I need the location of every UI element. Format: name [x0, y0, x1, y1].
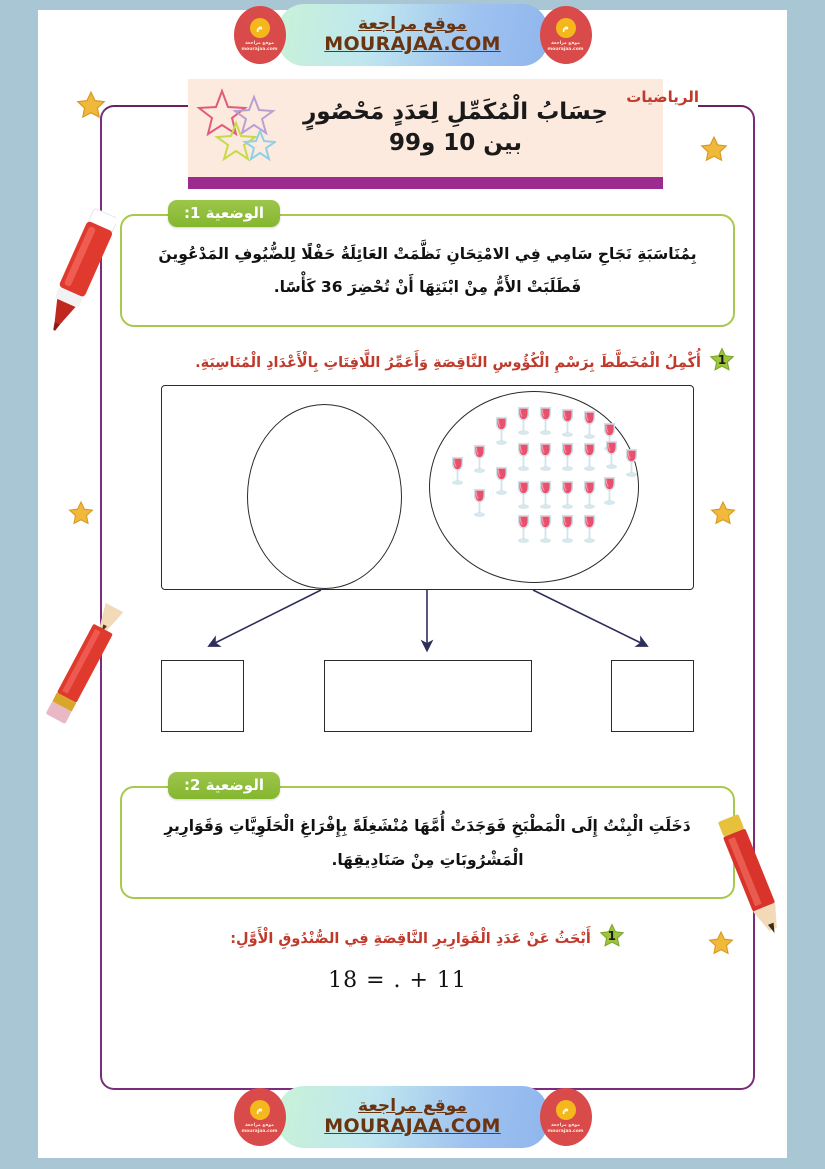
- banner-pill[interactable]: [278, 4, 548, 66]
- mourajaa-logo-icon: [540, 1088, 592, 1146]
- question-2-text: أَبْحَثُ عَنْ عَدَدِ الْقَوَارِيرِ النَّاقِصَةِ فِي الصُّنْدُوقِ الْأَوَّلِ:: [230, 930, 591, 947]
- wine-glass-icon: [537, 442, 554, 472]
- situation-2-badge: الوضعية 2:: [168, 772, 280, 799]
- red-pencil-decoration-left: [44, 590, 124, 740]
- logo-badge: م: [556, 1100, 576, 1120]
- answer-box-right[interactable]: [611, 660, 694, 732]
- question-2-number: 1: [607, 928, 616, 943]
- logo-badge: م: [250, 1100, 270, 1120]
- wine-glass-icon: [449, 456, 466, 486]
- wine-glass-icon: [515, 514, 532, 544]
- wine-glass-icon: [515, 406, 532, 436]
- green-star-bullet-icon: [709, 347, 735, 373]
- wine-glass-icon: [537, 406, 554, 436]
- right-oval-with-glasses: [429, 391, 639, 583]
- page-title: [243, 97, 608, 159]
- wine-glass-icon: [601, 476, 618, 506]
- wine-glass-icon: [515, 480, 532, 510]
- question-1-text: أُكْمِلُ الْمُخَطَّطَ بِرَسْمِ الْكُؤُوسِ النَّاقِصَةِ وَأَعَمِّرُ اللَّافِتَاتِ بِالْأَعْدَادِ الْمُنَاسِبَةِ.: [195, 354, 701, 371]
- gold-star-decoration: [710, 500, 736, 526]
- red-marker-decoration: [46, 200, 116, 340]
- mourajaa-logo-icon: [234, 1088, 286, 1146]
- wine-glass-icon: [493, 466, 510, 496]
- wine-glass-icon: [581, 442, 598, 472]
- diagram-arrows: [161, 590, 694, 658]
- logo-subtext: موقع مراجعة mourajaa.com: [241, 1122, 278, 1134]
- wine-glass-icon: [559, 480, 576, 510]
- banner-english-text: MOURAJAA.COM: [324, 33, 501, 56]
- situation-1-box: [120, 214, 735, 327]
- banner-arabic-text: موقع مراجعة: [358, 1095, 467, 1116]
- wine-glass-icon: [581, 480, 598, 510]
- banner-pill[interactable]: [278, 1086, 548, 1148]
- glass-cluster: [430, 392, 638, 582]
- banner-arabic-text: موقع مراجعة: [358, 13, 467, 34]
- wine-glass-icon: [471, 488, 488, 518]
- wine-glass-icon: [537, 480, 554, 510]
- situation-1-badge: الوضعية 1:: [168, 200, 280, 227]
- subject-label: الرياضيات: [626, 88, 699, 106]
- wine-glass-icon: [559, 514, 576, 544]
- wine-glass-icon: [559, 408, 576, 438]
- worksheet-sheet: [38, 10, 787, 1158]
- mourajaa-logo-icon: [234, 6, 286, 64]
- gold-star-decoration: [76, 90, 106, 120]
- logo-badge: م: [556, 18, 576, 38]
- left-oval-empty: [247, 404, 402, 589]
- logo-subtext: موقع مراجعة mourajaa.com: [241, 40, 278, 52]
- gold-star-decoration: [708, 930, 734, 956]
- banner-english-text: MOURAJAA.COM: [324, 1115, 501, 1138]
- equation-line: 18 = . + 11: [328, 967, 467, 993]
- title-line-2: بين 10 و99: [388, 130, 523, 156]
- situation-1-text: بِمُنَاسَبَةِ نَجَاحِ سَامِي فِي الامْتِحَانِ نَظَّمَتْ العَائِلَةُ حَفْلًا لِلضُّيُوفِ المَدْعُوِينَ فَطَلَبَتْ الأَمُّ مِنْ ابْنَتِهَا أَنْ تُحْضِرَ 36 كَأْسًا.: [158, 245, 697, 297]
- wine-glass-icon: [537, 514, 554, 544]
- wine-glass-icon: [493, 416, 510, 446]
- answer-box-left[interactable]: [161, 660, 244, 732]
- question-1-number: 1: [717, 352, 727, 367]
- diagram-outer-box: [161, 385, 694, 590]
- logo-badge: م: [250, 18, 270, 38]
- wine-glass-icon: [623, 448, 640, 478]
- bottom-watermark-banner: [0, 1082, 825, 1152]
- gold-star-decoration: [700, 135, 728, 163]
- wine-glass-icon: [559, 442, 576, 472]
- wine-glass-icon: [471, 444, 488, 474]
- question-1-row: [120, 349, 735, 376]
- wine-glass-icon: [581, 410, 598, 440]
- wine-glass-icon: [603, 440, 620, 470]
- glasses-diagram: [161, 385, 694, 732]
- gold-star-decoration: [68, 500, 94, 526]
- stars-decoration-icon: [194, 87, 276, 167]
- logo-subtext: موقع مراجعة mourajaa.com: [547, 40, 584, 52]
- top-watermark-banner: [0, 0, 825, 70]
- answer-box-middle[interactable]: [324, 660, 532, 732]
- title-line-1: حِسَابُ الْمُكَمِّلِ لِعَدَدٍ مَحْصُورٍ: [303, 98, 608, 125]
- wine-glass-icon: [581, 514, 598, 544]
- mourajaa-logo-icon: [540, 6, 592, 64]
- wine-glass-icon: [515, 442, 532, 472]
- situation-2-box: [120, 786, 735, 899]
- situation-2-text: دَخَلَتِ الْبِنْتُ إِلَى الْمَطْبَخِ فَوَجَدَتْ أُمَّهَا مُنْشَغِلَةً بِإِفْرَاغِ الْحَلَوِيَّاتِ وَقَوَارِيرِ الْمَشْرُوبَاتِ مِنْ صَنَادِيقِهَا.: [164, 817, 691, 869]
- worksheet-content: [120, 200, 735, 993]
- answer-box-row: [161, 660, 694, 732]
- question-2-row: [120, 925, 735, 952]
- logo-subtext: موقع مراجعة mourajaa.com: [547, 1122, 584, 1134]
- green-star-bullet-icon: [599, 923, 625, 949]
- worksheet-title-plate: [188, 79, 663, 177]
